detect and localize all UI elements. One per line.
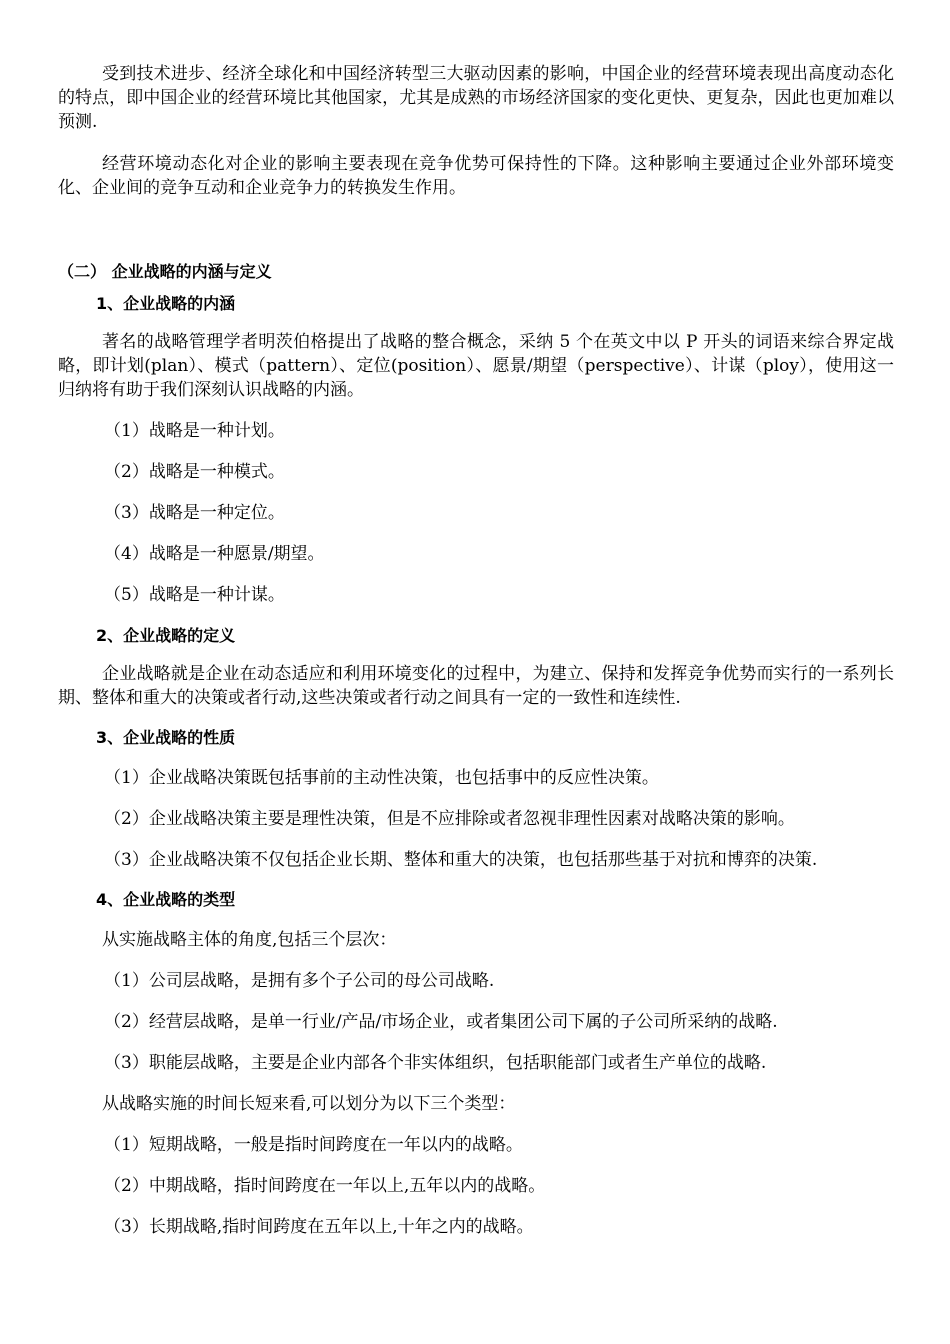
list-item: （4）战略是一种愿景/期望。: [104, 544, 325, 564]
definition-paragraph: 企业战略就是企业在动态适应和利用环境变化的过程中，为建立、保持和发挥竞争优势而实行的一系列长期、整体和重大的决策或者行动,这些决策或者行动之间具有一定的一致性和连续性.: [58, 664, 894, 708]
list-item: （1）企业战略决策既包括事前的主动性决策，也包括事中的反应性决策。: [104, 768, 659, 788]
list-item: （3）战略是一种定位。: [104, 503, 285, 523]
list-item: （3）职能层战略，主要是企业内部各个非实体组织，包括职能部门或者生产单位的战略.: [104, 1053, 767, 1073]
document-page: [58, 62, 894, 1239]
intro-paragraph-1: 受到技术进步、经济全球化和中国经济转型三大驱动因素的影响，中国企业的经营环境表现出高度动态化的特点，即中国企业的经营环境比其他国家，尤其是成熟的市场经济国家的变化更快、更复杂，因此也更加难以预测.: [58, 64, 894, 132]
section-heading: （二） 企业战略的内涵与定义: [58, 262, 272, 281]
connotation-heading: 1、企业战略的内涵: [96, 294, 236, 313]
list-item: （2）中期战略，指时间跨度在一年以上,五年以内的战略。: [104, 1176, 546, 1196]
list-item: （1）短期战略，一般是指时间跨度在一年以内的战略。: [104, 1135, 523, 1155]
types-intro-2: 从战略实施的时间长短来看,可以划分为以下三个类型：: [102, 1094, 516, 1114]
types-heading: 4、企业战略的类型: [96, 890, 236, 909]
list-item: （3）长期战略,指时间跨度在五年以上,十年之内的战略。: [104, 1217, 534, 1237]
list-item: （5）战略是一种计谋。: [104, 585, 285, 605]
types-intro-1: 从实施战略主体的角度,包括三个层次：: [102, 930, 397, 950]
list-item: （2）经营层战略，是单一行业/产品/市场企业，或者集团公司下属的子公司所采纳的战略.: [104, 1012, 778, 1032]
list-item: （2）战略是一种模式。: [104, 462, 285, 482]
nature-heading: 3、企业战略的性质: [96, 728, 236, 747]
list-item: （2）企业战略决策主要是理性决策，但是不应排除或者忽视非理性因素对战略决策的影响。: [104, 809, 795, 829]
list-item: （3）企业战略决策不仅包括企业长期、整体和重大的决策，也包括那些基于对抗和博弈的决策.: [104, 850, 818, 870]
connotation-paragraph: 著名的战略管理学者明茨伯格提出了战略的整合概念，采纳 5 个在英文中以 P 开头的词语来综合界定战略，即计划(plan）、模式（pattern）、定位(position）、愿景/期望（perspective）、计谋（ploy），使用这一归纳将有助于我们深刻认识战略的内涵。: [58, 332, 894, 400]
intro-paragraph-2: 经营环境动态化对企业的影响主要表现在竞争优势可保持性的下降。这种影响主要通过企业外部环境变化、企业间的竞争互动和企业竞争力的转换发生作用。: [58, 154, 894, 198]
definition-heading: 2、企业战略的定义: [96, 626, 236, 645]
list-item: （1）公司层战略，是拥有多个子公司的母公司战略.: [104, 971, 495, 991]
list-item: （1）战略是一种计划。: [104, 421, 285, 441]
